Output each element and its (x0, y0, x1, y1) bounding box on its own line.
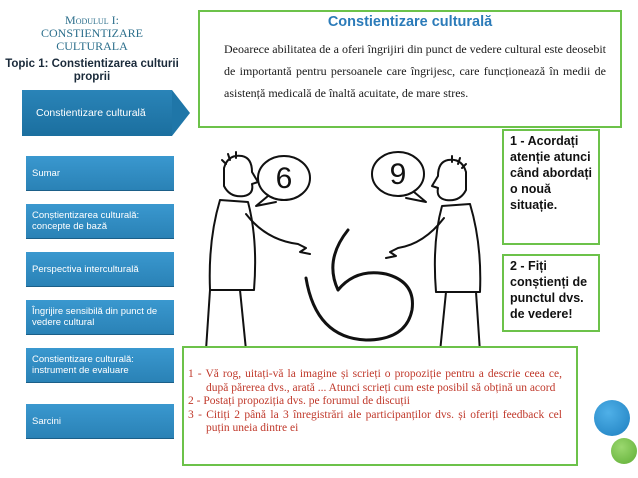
sidebar-item-label: Îngrijire sensibilă din punct de vedere cultural (32, 306, 158, 328)
nav-active-label: Constientizare culturală (36, 107, 146, 119)
task-item: 1 - Vă rog, uitați-vă la imagine și scrieți o propoziție pentru a descrie ceea ce, după părerea dvs., arată ... Atunci scrieți cum este posibil să obțină un acord (188, 368, 562, 394)
module-title (4, 14, 180, 53)
sidebar-item-ingrijire[interactable] (26, 300, 174, 334)
right-bubble-digit: 9 (389, 158, 407, 191)
right-person-head (432, 160, 466, 201)
sidebar-item-instrument[interactable] (26, 348, 174, 382)
right-person-body (435, 204, 480, 292)
decorative-circle-green (611, 438, 637, 464)
task-item: 2 - Postați propoziția dvs. pe forumul de discuții (188, 395, 410, 407)
module-name: CONSTIENTIZARE CULTURALA (41, 26, 143, 53)
sidebar-item-label: Perspectiva interculturală (32, 263, 139, 275)
sidebar-item-label: Sarcini (32, 415, 62, 427)
module-label: Modulul I: (65, 13, 119, 27)
sidebar-item-label: Conștientizarea culturală: concepte de bază (32, 210, 140, 232)
sidebar-item-concepte[interactable] (26, 204, 174, 238)
topic-title: Topic 1: Constientizarea culturii proprii (5, 58, 179, 83)
callout-attention (502, 129, 600, 245)
sidebar-item-perspectiva[interactable] (26, 252, 174, 286)
left-person-head (224, 156, 258, 197)
decorative-circle-blue (594, 400, 630, 436)
sidebar-item-label: Sumar (32, 167, 60, 179)
main-paragraph: Deoarece abilitatea de a oferi îngrijiri din punct de vedere cultural este deosebit de importantă pentru persoanele care îngrijesc, care funcționează în medii de asistență medicală de înaltă acuitate, de mare stres. (224, 42, 606, 100)
ground-digit (306, 230, 412, 340)
callout-text: 1 - Acordați atenție atunci când abordați o nouă situație. (510, 134, 592, 212)
sidebar-item-sarcini[interactable] (26, 404, 174, 438)
callout-text: 2 - Fiți conștienți de punctul dvs. de vedere! (510, 259, 588, 321)
left-person-body (210, 200, 255, 290)
perspective-illustration (176, 128, 506, 346)
nav-active-item[interactable] (22, 90, 172, 136)
task-item: 3 - Citiți 2 până la 3 înregistrări ale participanților dvs. și oferiți feedback cel puțin uneia dintre ei (188, 408, 562, 434)
sidebar-item-label: Constientizare culturală: instrument de evaluare (32, 354, 134, 376)
sidebar-item-sumar[interactable] (26, 156, 174, 190)
left-bubble-digit: 6 (275, 162, 293, 195)
callout-perspective (502, 254, 600, 332)
page-title: Constientizare culturală (327, 14, 493, 30)
tasks-list (188, 368, 562, 436)
